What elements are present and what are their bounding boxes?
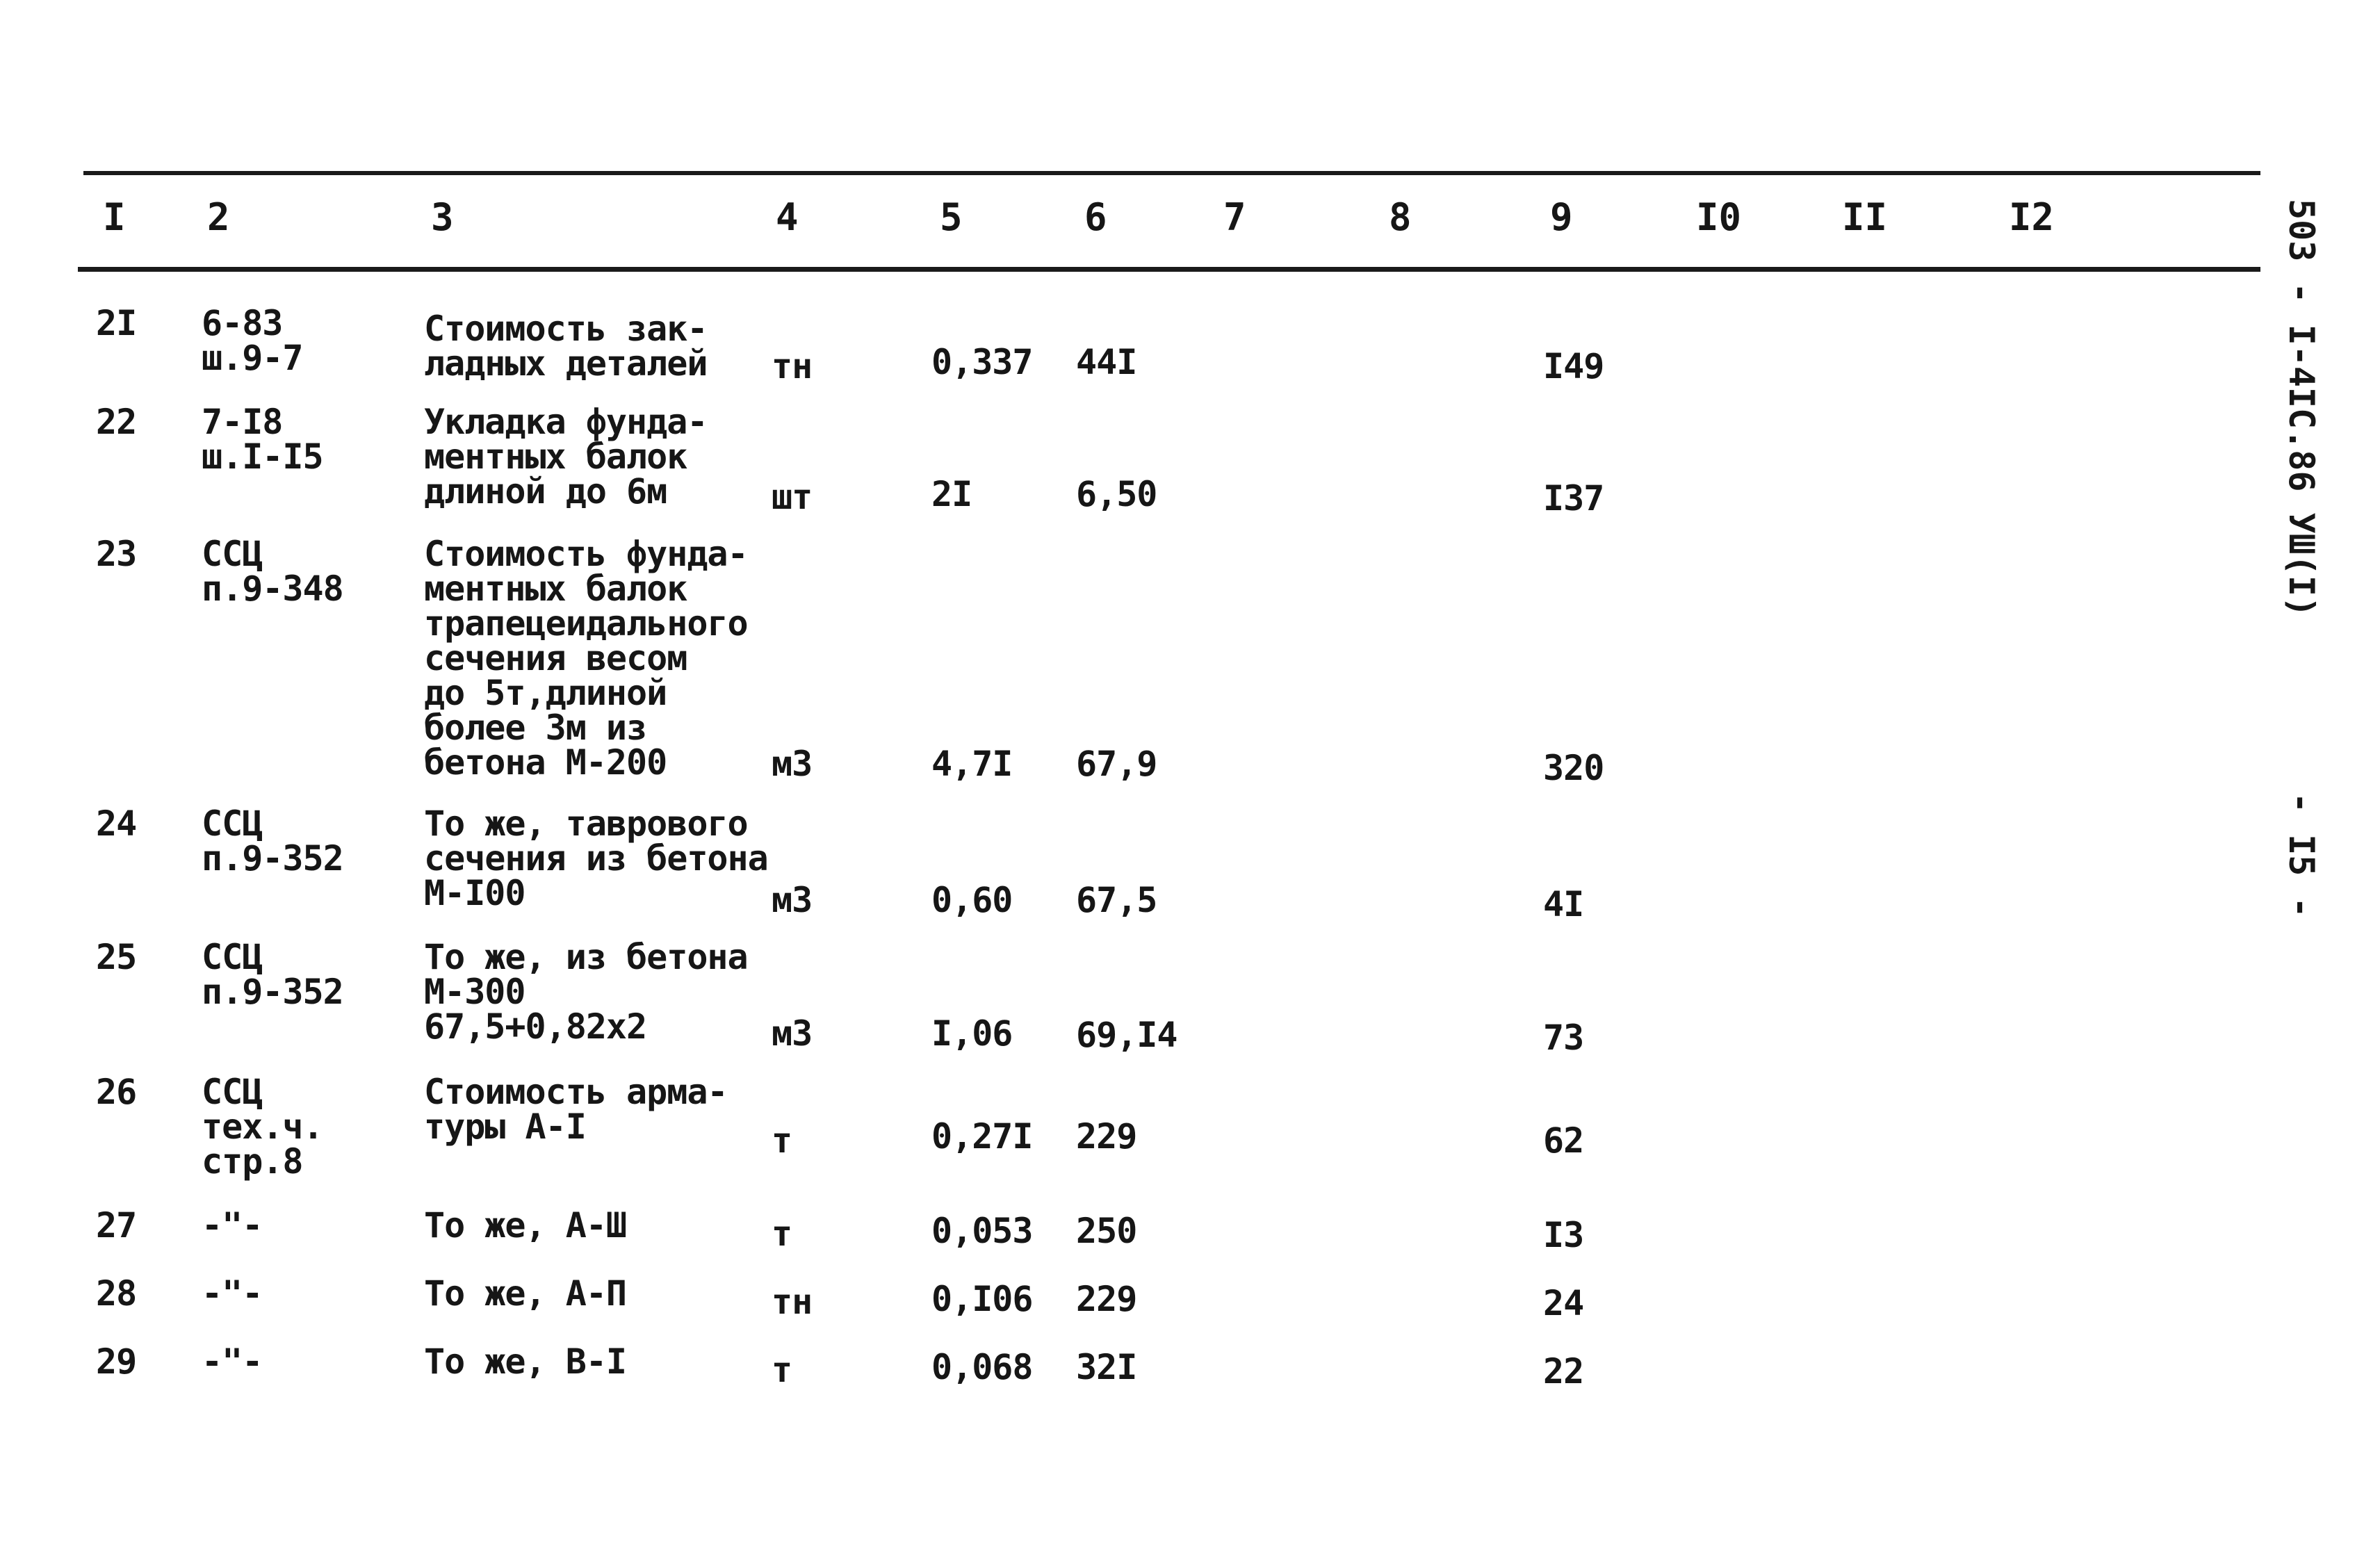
col-header-11: II	[1842, 195, 1888, 239]
row-unit: тн	[772, 1282, 813, 1322]
row-unit-price: 250	[1076, 1211, 1137, 1251]
col-header-10: I0	[1696, 195, 1742, 239]
row-unit-price: 229	[1076, 1116, 1137, 1157]
row-total: I49	[1543, 346, 1604, 386]
row-reference: ССЦ п.9-348	[202, 534, 343, 609]
row-unit: м3	[772, 1013, 813, 1054]
row-unit-price: 69,I4	[1076, 1015, 1177, 1055]
page-number: - I5 -	[2281, 792, 2322, 918]
row-unit-price: 44I	[1076, 342, 1137, 382]
document-code: 503 - I-4IС.86 УШ(I)	[2281, 199, 2322, 618]
header-rule	[78, 267, 2260, 272]
row-unit: т	[772, 1214, 792, 1254]
row-unit-price: 229	[1076, 1279, 1137, 1319]
row-number: 2I	[96, 303, 137, 343]
row-description: То же, В-I	[424, 1341, 627, 1382]
col-header-12: I2	[2009, 195, 2055, 239]
row-number: 25	[96, 937, 137, 977]
row-unit: т	[772, 1350, 792, 1390]
row-number: 29	[96, 1341, 137, 1382]
row-description: Стоимость арма- туры А-I	[424, 1072, 728, 1147]
col-header-9: 9	[1550, 195, 1573, 239]
row-unit-price: 67,5	[1076, 880, 1157, 920]
col-header-5: 5	[940, 195, 963, 239]
row-description: Стоимость зак- ладных деталей	[424, 309, 708, 384]
col-header-6: 6	[1084, 195, 1107, 239]
row-quantity: 0,I06	[931, 1279, 1033, 1319]
row-total: 22	[1543, 1351, 1584, 1391]
row-quantity: 0,337	[931, 342, 1033, 382]
row-quantity: 0,068	[931, 1347, 1033, 1387]
row-unit: т	[772, 1120, 792, 1161]
row-total: 24	[1543, 1283, 1584, 1323]
row-total: I3	[1543, 1215, 1584, 1255]
row-quantity: 0,60	[931, 880, 1013, 920]
row-total: 73	[1543, 1018, 1584, 1058]
col-header-4: 4	[776, 195, 799, 239]
row-unit-price: 32I	[1076, 1347, 1137, 1387]
row-total: 4I	[1543, 884, 1584, 924]
row-reference: 7-I8 ш.I-I5	[202, 402, 323, 477]
col-header-3: 3	[431, 195, 454, 239]
row-total: I37	[1543, 478, 1604, 519]
col-header-1: I	[103, 195, 126, 239]
row-unit: м3	[772, 744, 813, 784]
row-total: 62	[1543, 1120, 1584, 1161]
row-number: 22	[96, 402, 137, 442]
row-description: То же, таврового сечения из бетона М-I00	[424, 803, 768, 913]
row-quantity: 0,27I	[931, 1116, 1033, 1157]
row-reference: ССЦ тех.ч. стр.8	[202, 1072, 323, 1182]
row-description: То же, А-П	[424, 1273, 627, 1314]
row-unit: тн	[772, 346, 813, 386]
row-unit-price: 67,9	[1076, 744, 1157, 784]
col-header-8: 8	[1389, 195, 1412, 239]
row-unit: м3	[772, 880, 813, 920]
row-quantity: 2I	[931, 474, 972, 514]
row-reference: -"-	[202, 1205, 263, 1246]
row-reference: ССЦ п.9-352	[202, 937, 343, 1012]
row-reference: 6-83 ш.9-7	[202, 303, 303, 378]
row-reference: -"-	[202, 1341, 263, 1382]
row-quantity: 4,7I	[931, 744, 1013, 784]
row-number: 24	[96, 803, 137, 844]
row-description: Стоимость фунда- ментных балок трапецеидального сечения весом до 5т,длиной более 3м из бетона М-200	[424, 534, 748, 783]
row-description: Укладка фунда- ментных балок длиной до 6м	[424, 402, 708, 512]
top-rule	[83, 171, 2260, 175]
row-quantity: I,06	[931, 1013, 1013, 1054]
row-quantity: 0,053	[931, 1211, 1033, 1251]
row-total: 320	[1543, 748, 1604, 788]
row-number: 26	[96, 1072, 137, 1112]
row-unit-price: 6,50	[1076, 474, 1157, 514]
row-description: То же, А-Ш	[424, 1205, 627, 1246]
row-unit: шт	[772, 477, 813, 517]
row-reference: ССЦ п.9-352	[202, 803, 343, 879]
row-number: 27	[96, 1205, 137, 1246]
row-description: То же, из бетона М-300 67,5+0,82х2	[424, 937, 748, 1047]
col-header-2: 2	[207, 195, 230, 239]
row-reference: -"-	[202, 1273, 263, 1314]
row-number: 28	[96, 1273, 137, 1314]
col-header-7: 7	[1223, 195, 1246, 239]
row-number: 23	[96, 534, 137, 574]
